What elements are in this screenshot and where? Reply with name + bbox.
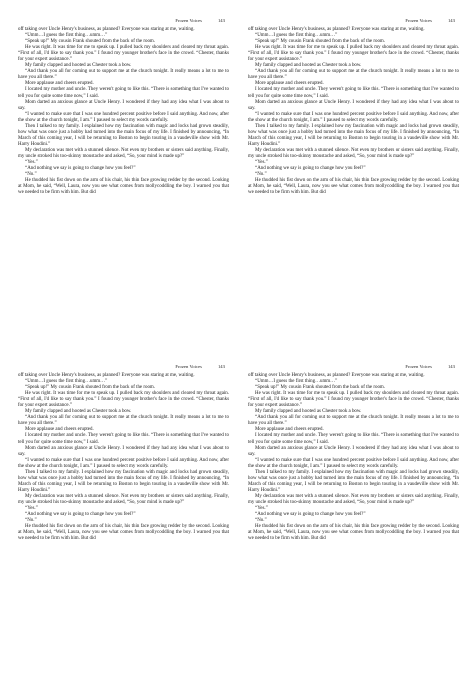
page-body: [18, 373, 229, 542]
running-head: [248, 364, 459, 370]
paragraph: “And thank you all for coming out to support me at the church tonight. It really means a lot to me to have you all there.”: [248, 69, 459, 81]
paragraph: “And thank you all for coming out to support me at the church tonight. It really means a lot to me to have you all there.”: [18, 69, 229, 81]
paragraph: He thudded his fist down on the arm of his chair, his thin face growing redder by the second. Looking at Mom, he said, “Well, Laura, now you see what comes from mollycoddling the boy. I warned you that we needed to be firm with him. But did: [18, 178, 229, 196]
running-head-title: Frozen Voices: [405, 18, 432, 23]
paragraph: “I wanted to make sure that I was one hundred percent positive before I said anything. And now, after the show at the church tonight, I am.” I paused to select my words carefully.: [248, 111, 459, 123]
paragraph: I located my mother and uncle. They weren't going to like this. “There is something that I've wanted to tell you for quite some time now,” I said.: [18, 87, 229, 99]
paragraph: My family clapped and hooted as Chester took a bow.: [25, 63, 132, 69]
paragraph: Then I talked to my family. I explained how my fascination with magic and locks had grown steadily, how what was once just a hobby had turned into the main focus of my life. I finished by announcing, “In March of this coming year, I will be returning to Boston to begin touring in a vaudeville show with Mr. Harry Houdini.”: [18, 469, 229, 493]
page-top-right: [248, 18, 459, 342]
running-head-page-number: 143: [217, 18, 225, 23]
running-head-page-number: 143: [217, 364, 225, 369]
running-head: [18, 18, 229, 24]
paragraph: “No.”: [25, 172, 37, 178]
paragraph: off taking over Uncle Henry's business, as planned? Everyone was staring at me, waiting.: [18, 373, 195, 378]
paragraph: He thudded his fist down on the arm of his chair, his thin face growing redder by the second. Looking at Mom, he said, “Well, Laura, now you see what comes from mollycoddling the boy. I warned you that we needed to be firm with him. But did: [18, 524, 229, 542]
paragraph: “And thank you all for coming out to support me at the church tonight. It really means a lot to me to have you all there.”: [248, 415, 459, 427]
paragraph: “Speak up!” My cousin Frank shouted from the back of the room.: [255, 39, 385, 45]
paragraph: Mom darted an anxious glance at Uncle Henry. I wondered if they had any idea what I was about to say.: [248, 445, 459, 457]
running-head-title: Frozen Voices: [405, 364, 432, 369]
running-head: [248, 18, 459, 24]
paragraph: off taking over Uncle Henry's business, as planned? Everyone was staring at me, waiting.: [248, 27, 425, 32]
page-top-left: [18, 18, 229, 342]
running-head-title: Frozen Voices: [175, 364, 202, 369]
page-body: [248, 373, 459, 542]
paragraph: “Speak up!” My cousin Frank shouted from the back of the room.: [255, 385, 385, 391]
paragraph: More applause and cheers erupted.: [255, 427, 324, 433]
paragraph: “No.”: [255, 518, 267, 524]
paragraph: “Yes.”: [255, 160, 268, 166]
running-head-title: Frozen Voices: [175, 18, 202, 23]
paragraph: I located my mother and uncle. They weren't going to like this. “There is something that I've wanted to tell you for quite some time now,” I said.: [18, 433, 229, 445]
paragraph: Mom darted an anxious glance at Uncle Henry. I wondered if they had any idea what I was about to say.: [18, 445, 229, 457]
paragraph: He was right. It was time for me to speak up. I pulled back my shoulders and cleared my throat again. “First of all, I'd like to say thank you.” I found my younger brother's face in the crowd. “Chester, thanks for your expert assistance.”: [248, 391, 459, 409]
paragraph: He thudded his fist down on the arm of his chair, his thin face growing redder by the second. Looking at Mom, he said, “Well, Laura, now you see what comes from mollycoddling the boy. I warned you that we needed to be firm with him. But did: [248, 524, 459, 542]
paragraph: “Speak up!” My cousin Frank shouted from the back of the room.: [25, 39, 155, 45]
paragraph: My family clapped and hooted as Chester took a bow.: [255, 409, 362, 415]
page-bottom-right: [248, 364, 459, 688]
paragraph: More applause and cheers erupted.: [25, 81, 94, 87]
paragraph: “And nothing we say is going to change how you feel?”: [25, 512, 136, 518]
paragraph: He was right. It was time for me to speak up. I pulled back my shoulders and cleared my throat again. “First of all, I'd like to say thank you.” I found my younger brother's face in the crowd. “Chester, thanks for your expert assistance.”: [18, 391, 229, 409]
paragraph: More applause and cheers erupted.: [25, 427, 94, 433]
paragraph: “And nothing we say is going to change how you feel?”: [255, 166, 366, 172]
paragraph: He was right. It was time for me to speak up. I pulled back my shoulders and cleared my throat again. “First of all, I'd like to say thank you.” I found my younger brother's face in the crowd. “Chester, thanks for your expert assistance.”: [248, 45, 459, 63]
paragraph: “And nothing we say is going to change how you feel?”: [255, 512, 366, 518]
page-body: [248, 27, 459, 196]
paragraph: My declaration was met with a stunned silence. Not even my brothers or sisters said anything. Finally, my uncle stroked his too-skinny moustache and asked, “So, your mind is made up?”: [18, 147, 229, 159]
page-body: [18, 27, 229, 196]
paragraph: “No.”: [25, 518, 37, 524]
paragraph: “Speak up!” My cousin Frank shouted from the back of the room.: [25, 385, 155, 391]
paragraph: “And nothing we say is going to change how you feel?”: [25, 166, 136, 172]
running-head: [18, 364, 229, 370]
paragraph: Mom darted an anxious glance at Uncle Henry. I wondered if they had any idea what I was about to say.: [248, 99, 459, 111]
page-bottom-left: [18, 364, 229, 688]
paragraph: My family clapped and hooted as Chester took a bow.: [255, 63, 362, 69]
paragraph: He was right. It was time for me to speak up. I pulled back my shoulders and cleared my throat again. “First of all, I'd like to say thank you.” I found my younger brother's face in the crowd. “Chester, thanks for your expert assistance.”: [18, 45, 229, 63]
paragraph: Then I talked to my family. I explained how my fascination with magic and locks had grown steadily, how what was once just a hobby had turned into the main focus of my life. I finished by announcing, “In March of this coming year, I will be returning to Boston to begin touring in a vaudeville show with Mr. Harry Houdini.”: [248, 123, 459, 147]
paragraph: My declaration was met with a stunned silence. Not even my brothers or sisters said anything. Finally, my uncle stroked his too-skinny moustache and asked, “So, your mind is made up?”: [248, 147, 459, 159]
paragraph: “Umm…I guess the first thing…umm…”: [255, 379, 338, 385]
paragraph: off taking over Uncle Henry's business, as planned? Everyone was staring at me, waiting.: [18, 27, 195, 32]
paragraph: “I wanted to make sure that I was one hundred percent positive before I said anything. And now, after the show at the church tonight, I am.” I paused to select my words carefully.: [18, 457, 229, 469]
paragraph: I located my mother and uncle. They weren't going to like this. “There is something that I've wanted to tell you for quite some time now,” I said.: [248, 87, 459, 99]
paragraph: off taking over Uncle Henry's business, as planned? Everyone was staring at me, waiting.: [248, 373, 425, 378]
paragraph: “I wanted to make sure that I was one hundred percent positive before I said anything. And now, after the show at the church tonight, I am.” I paused to select my words carefully.: [18, 111, 229, 123]
paragraph: He thudded his fist down on the arm of his chair, his thin face growing redder by the second. Looking at Mom, he said, “Well, Laura, now you see what comes from mollycoddling the boy. I warned you that we needed to be firm with him. But did: [248, 178, 459, 196]
paragraph: “Yes.”: [255, 506, 268, 512]
paragraph: “Umm…I guess the first thing…umm…”: [25, 33, 108, 39]
paragraph: “Yes.”: [25, 160, 38, 166]
paragraph: My family clapped and hooted as Chester took a bow.: [25, 409, 132, 415]
paragraph: “Umm…I guess the first thing…umm…”: [255, 33, 338, 39]
paragraph: “And thank you all for coming out to support me at the church tonight. It really means a lot to me to have you all there.”: [18, 415, 229, 427]
paragraph: I located my mother and uncle. They weren't going to like this. “There is something that I've wanted to tell you for quite some time now,” I said.: [248, 433, 459, 445]
paragraph: Mom darted an anxious glance at Uncle Henry. I wondered if they had any idea what I was about to say.: [18, 99, 229, 111]
paragraph: My declaration was met with a stunned silence. Not even my brothers or sisters said anything. Finally, my uncle stroked his too-skinny moustache and asked, “So, your mind is made up?”: [18, 493, 229, 505]
running-head-page-number: 143: [447, 18, 455, 23]
paragraph: My declaration was met with a stunned silence. Not even my brothers or sisters said anything. Finally, my uncle stroked his too-skinny moustache and asked, “So, your mind is made up?”: [248, 493, 459, 505]
paragraph: Then I talked to my family. I explained how my fascination with magic and locks had grown steadily, how what was once just a hobby had turned into the main focus of my life. I finished by announcing, “In March of this coming year, I will be returning to Boston to begin touring in a vaudeville show with Mr. Harry Houdini.”: [18, 123, 229, 147]
paragraph: More applause and cheers erupted.: [255, 81, 324, 87]
paragraph: “No.”: [255, 172, 267, 178]
running-head-page-number: 143: [447, 364, 455, 369]
paragraph: “Umm…I guess the first thing…umm…”: [25, 379, 108, 385]
paragraph: “Yes.”: [25, 506, 38, 512]
paragraph: Then I talked to my family. I explained how my fascination with magic and locks had grown steadily, how what was once just a hobby had turned into the main focus of my life. I finished by announcing, “In March of this coming year, I will be returning to Boston to begin touring in a vaudeville show with Mr. Harry Houdini.”: [248, 469, 459, 493]
paragraph: “I wanted to make sure that I was one hundred percent positive before I said anything. And now, after the show at the church tonight, I am.” I paused to select my words carefully.: [248, 457, 459, 469]
